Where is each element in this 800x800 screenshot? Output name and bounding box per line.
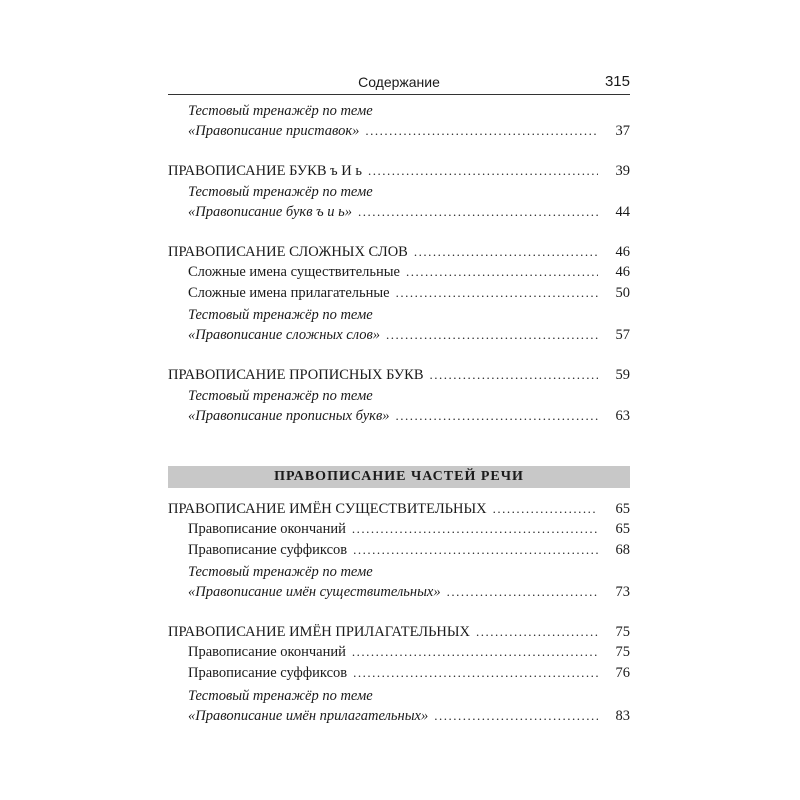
toc-entry: [168, 644, 630, 664]
toc-entry: [168, 408, 630, 428]
toc-entry-text: Правописание окончаний: [188, 521, 346, 537]
leader-dots: [368, 163, 598, 179]
toc-entry: [168, 285, 630, 305]
toc-entry: [168, 204, 630, 224]
toc-entry-page: 63: [615, 408, 630, 424]
toc-heading: [168, 501, 630, 521]
toc-entry-text: «Правописание имён существительных»: [188, 584, 441, 600]
toc-entry-page: 37: [615, 123, 630, 139]
toc-entry-page: 65: [615, 521, 630, 537]
toc-italic-line: Тестовый тренажёр по теме: [188, 103, 373, 119]
toc-entry-text: Правописание суффиксов: [188, 665, 348, 681]
toc-heading-text: ПРАВОПИСАНИЕ ИМЁН ПРИЛАГАТЕЛЬНЫХ: [168, 624, 470, 640]
toc-heading-page: 46: [615, 244, 630, 260]
toc-entry: [168, 123, 630, 143]
leader-dots: [386, 327, 598, 343]
toc-italic-line: Тестовый тренажёр по теме: [188, 564, 373, 580]
leader-dots: [365, 123, 598, 139]
toc-entry: [168, 708, 630, 728]
toc-entry-page: 68: [615, 542, 630, 558]
toc-italic-line: Тестовый тренажёр по теме: [188, 184, 373, 200]
toc-heading: [168, 367, 630, 387]
toc-italic-line: Тестовый тренажёр по теме: [188, 388, 373, 404]
toc-entry: [168, 264, 630, 284]
toc-heading: [168, 163, 630, 183]
toc-heading-page: 75: [615, 624, 630, 640]
toc-heading: [168, 624, 630, 644]
leader-dots: [406, 264, 598, 280]
toc-heading-text: ПРАВОПИСАНИЕ БУКВ ъ И ь: [168, 163, 362, 179]
toc-entry-page: 76: [615, 665, 630, 681]
leader-dots: [414, 244, 598, 260]
page-header: [168, 72, 630, 95]
toc-entry-text: «Правописание сложных слов»: [188, 327, 381, 343]
leader-dots: [434, 708, 598, 724]
toc-entry-page: 75: [615, 644, 630, 660]
toc-entry-text: «Правописание имён прилагательных»: [188, 708, 429, 724]
page-header-title: Содержание: [358, 74, 440, 90]
leader-dots: [352, 644, 598, 660]
toc-heading-page: 65: [615, 501, 630, 517]
toc-entry: [168, 665, 630, 685]
toc-entry-page: 46: [615, 264, 630, 280]
toc-entry-page: 50: [615, 285, 630, 301]
toc-heading-text: ПРАВОПИСАНИЕ СЛОЖНЫХ СЛОВ: [168, 244, 408, 260]
toc-entry-page: 83: [615, 708, 630, 724]
leader-dots: [430, 367, 598, 383]
toc-entry-page: 57: [615, 327, 630, 343]
leader-dots: [396, 408, 598, 424]
toc-entry-text: Правописание суффиксов: [188, 542, 348, 558]
toc-heading-text: ПРАВОПИСАНИЕ ПРОПИСНЫХ БУКВ: [168, 367, 424, 383]
leader-dots: [352, 521, 598, 537]
toc-heading: [168, 244, 630, 264]
leader-dots: [476, 624, 598, 640]
toc-entry: [168, 542, 630, 562]
leader-dots: [353, 665, 598, 681]
page-number: 315: [604, 73, 630, 90]
toc-heading-text: ПРАВОПИСАНИЕ ИМЁН СУЩЕСТВИТЕЛЬНЫХ: [168, 501, 487, 517]
toc-entry-text: «Правописание прописных букв»: [188, 408, 390, 424]
leader-dots: [353, 542, 598, 558]
leader-dots: [396, 285, 598, 301]
toc-heading-page: 59: [615, 367, 630, 383]
toc-entry-page: 73: [615, 584, 630, 600]
toc-entry: [168, 521, 630, 541]
section-heading-bar: ПРАВОПИСАНИЕ ЧАСТЕЙ РЕЧИ: [168, 466, 630, 488]
toc-entry: [168, 584, 630, 604]
toc-italic-line: Тестовый тренажёр по теме: [188, 307, 373, 323]
toc-entry-page: 44: [615, 204, 630, 220]
leader-dots: [493, 501, 598, 517]
leader-dots: [358, 204, 598, 220]
toc-entry-text: «Правописание букв ъ и ь»: [188, 204, 353, 220]
toc-entry-text: Сложные имена существительные: [188, 264, 400, 280]
toc-heading-page: 39: [615, 163, 630, 179]
toc-italic-line: Тестовый тренажёр по теме: [188, 688, 373, 704]
leader-dots: [447, 584, 598, 600]
toc-entry-text: Правописание окончаний: [188, 644, 346, 660]
toc-entry-text: «Правописание приставок»: [188, 123, 360, 139]
toc-entry-text: Сложные имена прилагательные: [188, 285, 390, 301]
toc-entry: [168, 327, 630, 347]
